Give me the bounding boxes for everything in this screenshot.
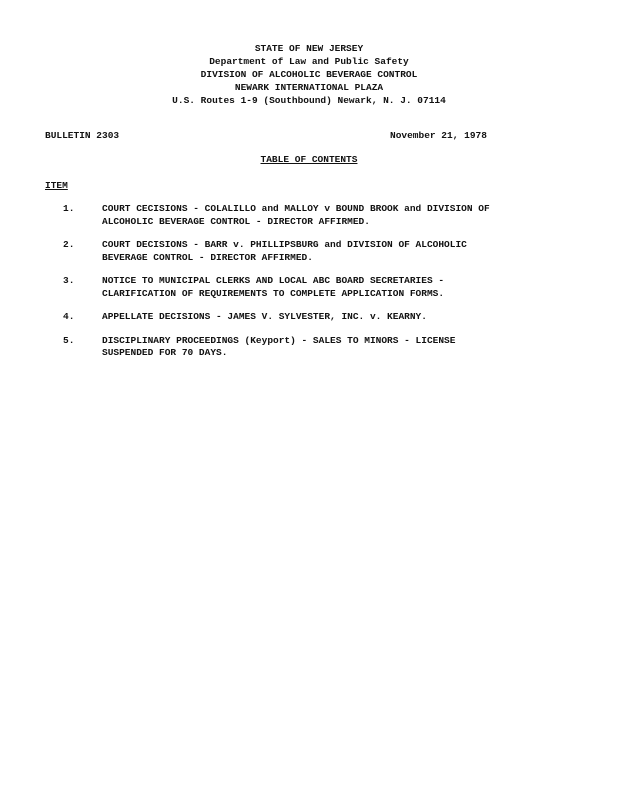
item-column-heading: ITEM <box>45 180 68 191</box>
table-of-contents-title: TABLE OF CONTENTS <box>260 154 358 165</box>
list-item <box>0 335 618 360</box>
item-text: APPELLATE DECISIONS - JAMES V. SYLVESTER, INC. v. KEARNY. <box>102 311 427 322</box>
item-text: COURT DECISIONS - BARR v. PHILLIPSBURG and DIVISION OF ALCOHOLIC BEVERAGE CONTROL - DIRECTOR AFFIRMED. <box>102 239 467 263</box>
list-item <box>0 239 618 264</box>
list-item <box>0 311 618 324</box>
item-number: 3. <box>63 275 75 286</box>
item-text: COURT CECISIONS - COLALILLO and MALLOY v BOUND BROOK and DIVISION OF ALCOHOLIC BEVERAGE CONTROL - DIRECTOR AFFIRMED. <box>102 203 490 227</box>
bulletin-date: November 21, 1978 <box>390 130 487 141</box>
contents-list <box>0 203 618 371</box>
item-text: DISCIPLINARY PROCEEDINGS (Keyport) - SALES TO MINORS - LICENSE SUSPENDED FOR 70 DAYS. <box>102 334 456 358</box>
list-item <box>0 203 618 228</box>
bulletin-number: BULLETIN 2303 <box>45 130 120 141</box>
item-number: 2. <box>63 239 75 250</box>
item-number: 5. <box>63 334 75 346</box>
letterhead-plaza: NEWARK INTERNATIONAL PLAZA <box>234 82 384 93</box>
letterhead-state: STATE OF NEW JERSEY <box>254 43 364 54</box>
letterhead-division: DIVISION OF ALCOHOLIC BEVERAGE CONTROL <box>200 69 418 80</box>
letterhead-department: Department of Law and Public Safety <box>209 56 409 67</box>
letterhead-address: U.S. Routes 1-9 (Southbound) Newark, N. J. 07114 <box>172 95 446 106</box>
letterhead <box>0 42 618 107</box>
list-item <box>0 275 618 300</box>
item-text: NOTICE TO MUNICIPAL CLERKS AND LOCAL ABC BOARD SECRETARIES - CLARIFICATION OF REQUIREMENTS TO COMPLETE APPLICATION FORMS. <box>102 275 445 299</box>
item-number: 1. <box>63 203 75 214</box>
item-number: 4. <box>63 311 75 322</box>
